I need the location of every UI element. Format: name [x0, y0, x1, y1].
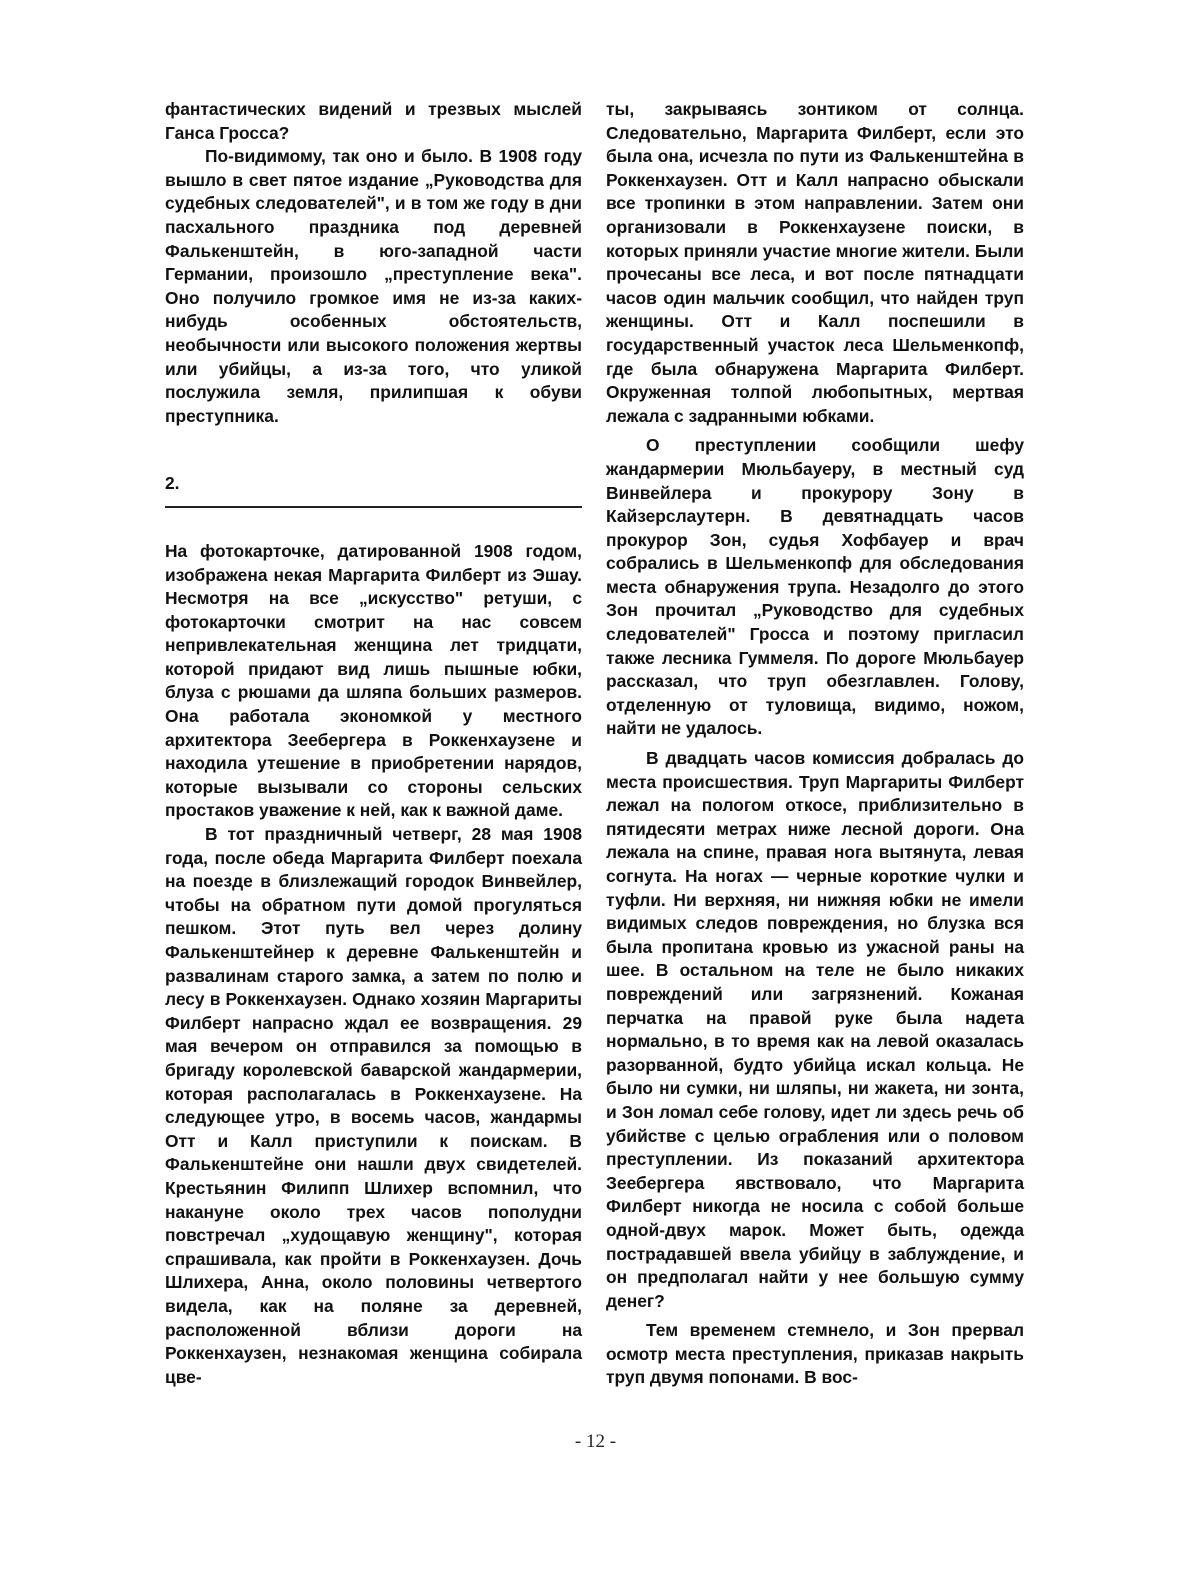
- left-paragraph-2: По-видимому, так оно и было. В 1908 году вышло в свет пятое издание „Руководства для судебных следователей", и в том же году в дни пасхального праздника под деревней Фалькенштейн, в юго-западной части Германии, произошло „преступление века". Оно получило громкое имя не из-за каких-нибудь особенных обстоятельств, необычности или высокого положения жертвы или убийцы, а из-за того, что уликой послужила земля, прилипшая к обуви преступника.: [165, 146, 582, 426]
- section-divider: [165, 506, 582, 508]
- page-number: - 12 -: [574, 1431, 617, 1452]
- right-paragraph-1: ты, закрываясь зонтиком от солнца. Следовательно, Маргарита Филберт, если это была она, исчезла по пути из Фалькенштейна в Роккенхаузен. Отт и Калл напрасно обыскали все тропинки в этом направлении. Затем они организовали в Роккенхаузене поиски, в которых приняли участие многие жители. Были прочесаны все леса, и вот после пятнадцати часов один мальчик сообщил, что найден труп женщины. Отт и Калл поспешили в государственный участок леса Шельменкопф, где была обнаружена Маргарита Филберт. Окруженная толпой любопытных, мертвая лежала с задранными юбками.: [606, 99, 1024, 426]
- left-column: [165, 98, 582, 1389]
- right-column: [606, 98, 1024, 1390]
- left-paragraph-3: На фотокарточке, датированной 1908 годом, изображена некая Маргарита Филберт из Эшау. Несмотря на все „искусство" ретуши, с фотокарточки смотрит на нас совсем непривлекательная женщина лет тридцати, которой придают вид лишь пышные юбки, блуза с рюшами да шляпа больших размеров. Она работала экономкой у местного архитектора Зеебергера в Роккенхаузене и находила утешение в приобретении нарядов, которые вызывали со стороны сельских простаков уважение к ней, как к важной даме.: [165, 540, 582, 821]
- right-paragraph-3: В двадцать часов комиссия добралась до места происшествия. Труп Маргариты Филберт лежал на пологом откосе, приблизительно в пятидесяти метрах ниже лесной дороги. Она лежала на спине, правая нога вытянута, левая согнута. На ногах — черные короткие чулки и туфли. Ни верхняя, ни нижняя юбки не имели видимых следов повреждения, но блузка вся была пропитана кровью из ужасной раны на шее. В остальном на теле не было никаких повреждений или загрязнений. Кожаная перчатка на правой руке была надета нормально, в то время как на левой оказалась разорванной, будто убийца искал кольца. Не было ни сумки, ни шляпы, ни жакета, ни зонта, и Зон ломал себе голову, идет ли здесь речь об убийстве с целью ограбления или о половом преступлении. Из показаний архитектора Зеебергера явствовало, что Маргарита Филберт никогда не носила с собой больше одной-двух марок. Может быть, одежда пострадавшей ввела убийцу в заблуждение, и он предполагал найти у нее большую сумму денег?: [606, 748, 1024, 1311]
- right-paragraph-2: О преступлении сообщили шефу жандармерии Мюльбауеру, в местный суд Винвейлера и прокурору Зону в Кайзерслаутерн. В девятнадцать часов прокурор Зон, судья Хофбауер и врач собрались в Шельменкопф для обследования места обнаружения трупа. Незадолго до этого Зон прочитал „Руководство для судебных следователей" Гросса и поэтому пригласил также лесника Гуммеля. По дороге Мюльбауер рассказал, что труп обезглавлен. Голову, отделенную от туловища, видимо, ножом, найти не удалось.: [606, 435, 1024, 739]
- left-paragraph-4: В тот праздничный четверг, 28 мая 1908 года, после обеда Маргарита Филберт поехала на поезде в близлежащий городок Винвейлер, чтобы на обратном пути домой прогуляться пешком. Этот путь вел через долину Фалькенштейнер к деревне Фалькенштейн и развалинам старого замка, а затем по полю и лесу в Роккенхаузен. Однако хозяин Маргариты Филберт напрасно ждал ее возвращения. 29 мая вечером он отправился за помощью в бригаду королевской баварской жандармерии, которая располагалась в Роккенхаузене. На следующее утро, в восемь часов, жандармы Отт и Калл приступили к поискам. В Фалькенштейне они нашли двух свидетелей. Крестьянин Филипп Шлихер вспомнил, что накануне около трех часов пополудни повстречал „худощавую женщину", которая спрашивала, как пройти в Роккенхаузен. Дочь Шлихера, Анна, около половины четвертого видела, как на поляне за деревней, расположенной вблизи дороги на Роккенхаузен, незнакомая женщина собирала цве-: [165, 824, 582, 1387]
- left-paragraph-1: фантастических видений и трезвых мыслей Ганса Гросса?: [165, 99, 582, 143]
- right-paragraph-4: Тем временем стемнело, и Зон прервал осмотр места преступления, приказав накрыть труп двумя попонами. В вос-: [606, 1320, 1024, 1388]
- section-number: 2.: [165, 473, 180, 494]
